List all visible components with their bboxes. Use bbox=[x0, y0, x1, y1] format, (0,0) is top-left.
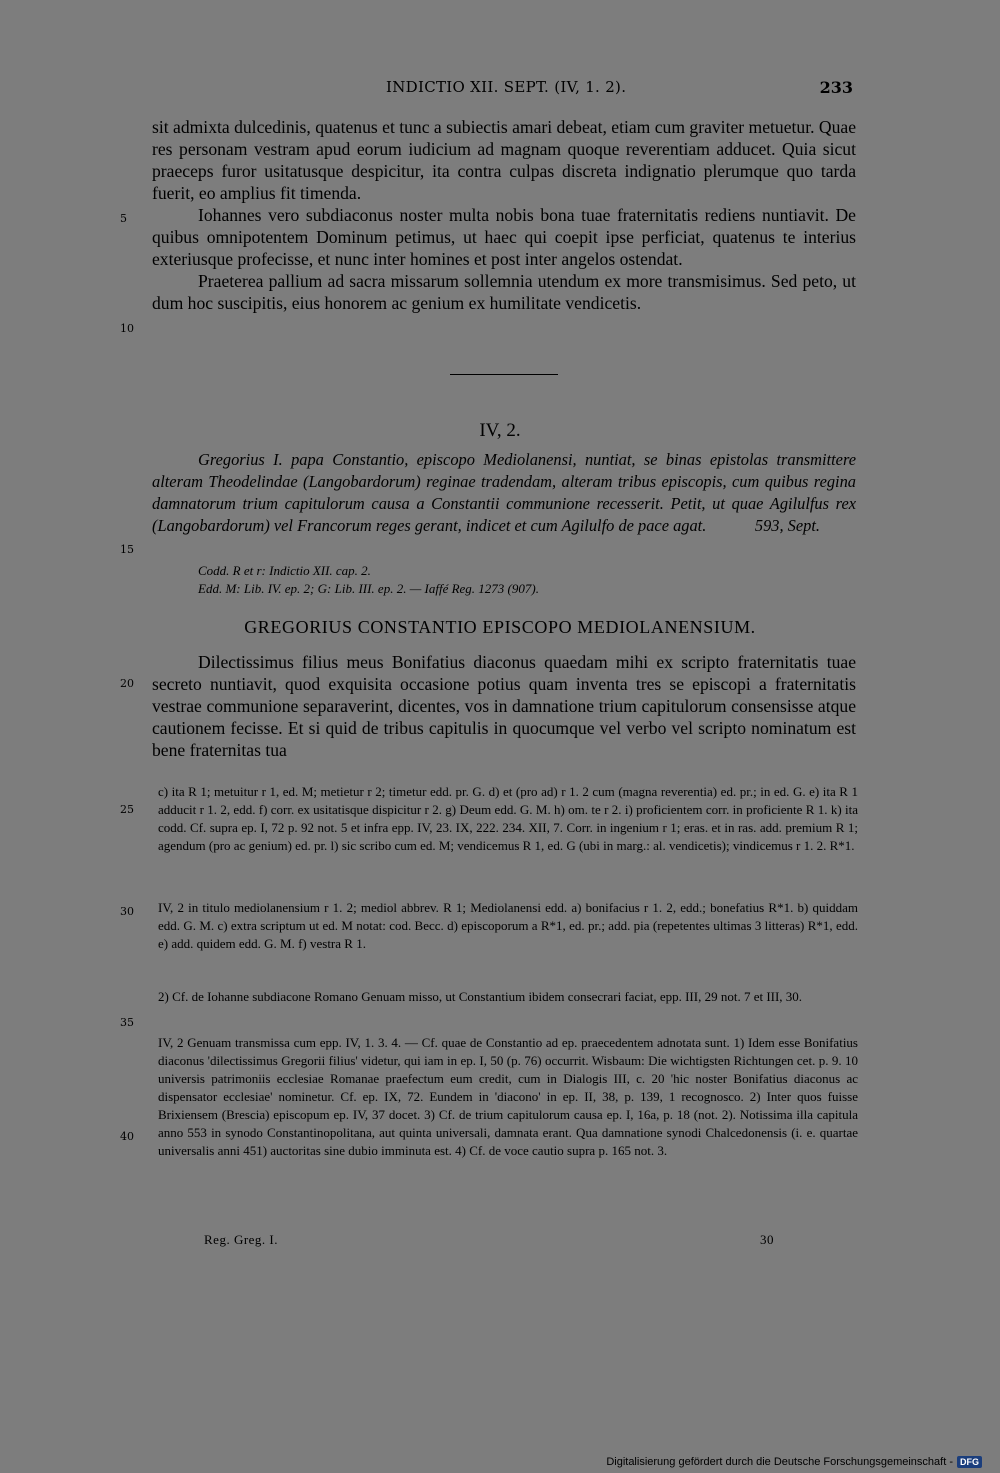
section-divider bbox=[450, 374, 558, 375]
apparatus-text: IV, 2 in titulo mediolanensium r 1. 2; mediol abbrev. R 1; Mediolanensi edd. a) bonifacius r 1. 2, edd.; bonefatius R*1. b) quiddam edd. G. M. c) extra scriptum ut ed. M notat: cod. Becc. d) episcoporum a R*1, ed. pr.; add. pia (repetentes ultimas 3 litteras) R*1, edd. e) add. quidem edd. G. M. f) vestra R 1. bbox=[158, 900, 858, 951]
critical-apparatus-2 bbox=[158, 899, 858, 953]
letter-summary bbox=[152, 449, 856, 537]
dfg-logo-icon: DFG bbox=[957, 1456, 982, 1468]
paragraph: Iohannes vero subdiaconus noster multa nobis bona tuae fraternitatis rediens nuntiavit. De quibus omnipotentem Dominum petimus, ut haec qui coepit ipse perficiat, quatenus te interius exteriusque profecisse, et nunc inter homines et post inter angelos ostendat. bbox=[152, 205, 856, 269]
commentary-text: IV, 2 Genuam transmissa cum epp. IV, 1. 3. 4. — Cf. quae de Constantio ad ep. praecedentem adnotata sunt. 1) Idem esse Bonifatius diaconus 'dilectissimus Gregorii filius' videtur, qui iam in ep. I, 50 (p. 76) occurrit. Wisbaum: Die wichtigsten Richtungen cet. p. 9. 10 universis patrimoniis ecclesiae Romanae praefectum eum credit, cum in Dialogis III, c. 20 'hic noster Bonifatius diaconus ac dispensator ecclesiae' nominetur. Cf. ep. IX, 72. Eundem in 'diacono' in ep. II, 38, p. 139, 1 recognosco. 2) Inter quos fuisse Brixiensem (Brescia) episcopum ep. IV, 37 docet. 3) Cf. de trium capitulorum causa ep. I, 16a, p. 18 (not. 2). Notissima illa capitula anno 553 in synodo Constantinopolitana, aut quinta universali, damnata erant. Qua damnatione synodi Chalcedonensis (i. e. quartae universalis anni 451) auctoritas sine dubio imminuta est. 4) Cf. de voce cautio supra p. 165 not. 3. bbox=[158, 1035, 858, 1158]
manuscript-info bbox=[198, 562, 848, 598]
previous-letter-end bbox=[152, 116, 856, 314]
editions-line: Edd. M: Lib. IV. ep. 2; G: Lib. III. ep. 2. — Iaffé Reg. 1273 (907). bbox=[198, 581, 539, 596]
line-number: 25 bbox=[120, 803, 134, 816]
running-header bbox=[150, 78, 855, 102]
credit-text: Digitalisierung gefördert durch die Deutsche Forschungsgemeinschaft - bbox=[606, 1456, 953, 1468]
signature-mark: Reg. Greg. I. bbox=[204, 1232, 279, 1247]
paragraph: Dilectissimus filius meus Bonifatius diaconus quaedam mihi ex scripto fraternitatis tuae secreto nuntiavit, quod exquisita occasione potius quam inventa tres se episcopi a fraternitatis vestrae communione separaverint, dicentes, vos in damnatione trium capitulorum consensisse atque cautionem fecisse. Et si quid de tribus capitulis in quocumque vel verbo vel scripto nominatum est bene fraternitas tua bbox=[152, 652, 856, 760]
codices-line: Codd. R et r: Indictio XII. cap. 2. bbox=[198, 563, 371, 578]
line-number: 35 bbox=[120, 1016, 134, 1029]
line-number: 40 bbox=[120, 1130, 134, 1143]
line-number: 10 bbox=[120, 322, 134, 335]
commentary-notes-2 bbox=[158, 1034, 858, 1160]
commentary-note-1 bbox=[158, 988, 858, 1006]
document-number: IV, 2. bbox=[479, 420, 521, 441]
letter-date: 593, Sept. bbox=[754, 516, 820, 535]
letter-address: GREGORIUS CONSTANTIO EPISCOPO MEDIOLANENSIUM. bbox=[244, 617, 756, 637]
summary-text: Gregorius I. papa Constantio, episcopo Mediolanensi, nuntiat, se binas epistolas transmittere alteram Theodelindae (Langobardorum) reginae tradendam, alteram tribus episcopis, cum quibus regina damnatorum trium capitulorum causa a Constantii communione recesserit. Petit, ut quae Agilulfus rex (Langobardorum) vel Francorum reges gerant, indicet et cum Agilulfo de pace agat. bbox=[152, 450, 856, 535]
apparatus-text: c) ita R 1; metuitur r 1, ed. M; metietur r 2; timetur edd. pr. G. d) et (pro ad) r 1. 2 cum (magna reverentia) ed. pr.; in ed. G. e) ita R 1 adducit r 1. 2, edd. f) corr. ex usitatisque dispicitur r 2. g) Deum edd. G. M. h) om. te r 2. i) proficientem corr. in proficiente R 1. k) ita codd. Cf. supra ep. I, 72 p. 92 not. 5 et infra epp. IV, 23. IX, 222. 234. XII, 7. Corr. in ingenium r 1; eras. et in ras. add. premium R 1; agendum (pro ac genium) ed. pr. l) sic scribo cum ed. M; vendicemus R 1, ed. G (ubi in marg.: al. vendicetis); vindicemus r 1. 2. R*1. bbox=[158, 784, 858, 853]
letter-body bbox=[152, 651, 856, 761]
line-number: 5 bbox=[120, 212, 127, 225]
line-number: 30 bbox=[120, 905, 134, 918]
commentary-text: 2) Cf. de Iohanne subdiacone Romano Genuam misso, ut Constantium ibidem consecrari faciat, epp. III, 29 not. 7 et III, 30. bbox=[158, 989, 803, 1004]
paragraph: sit admixta dulcedinis, quatenus et tunc a subiectis amari debeat, etiam cum graviter metuetur. Quae res personam vestram apud eorum iudicium ad magnam quoque reverentiam adducet. Quia sicut praeceps furor usitatusque despicitur, ita contra culpas discreta indignatio plerumque quo tarda fuerit, eo amplius fit timenda. bbox=[152, 117, 857, 203]
page-number: 233 bbox=[819, 78, 853, 97]
critical-apparatus-1 bbox=[158, 783, 858, 855]
line-number: 20 bbox=[120, 677, 134, 690]
sheet-number: 30 bbox=[760, 1232, 774, 1247]
digitization-credit bbox=[606, 1456, 982, 1468]
line-number: 15 bbox=[120, 543, 134, 556]
running-title: INDICTIO XII. SEPT. (IV, 1. 2). bbox=[386, 78, 627, 96]
paragraph: Praeterea pallium ad sacra missarum sollemnia utendum ex more transmisimus. Sed peto, ut dum hoc suscipitis, eius honorem ac genium ex humilitate vendicetis. bbox=[152, 271, 856, 313]
